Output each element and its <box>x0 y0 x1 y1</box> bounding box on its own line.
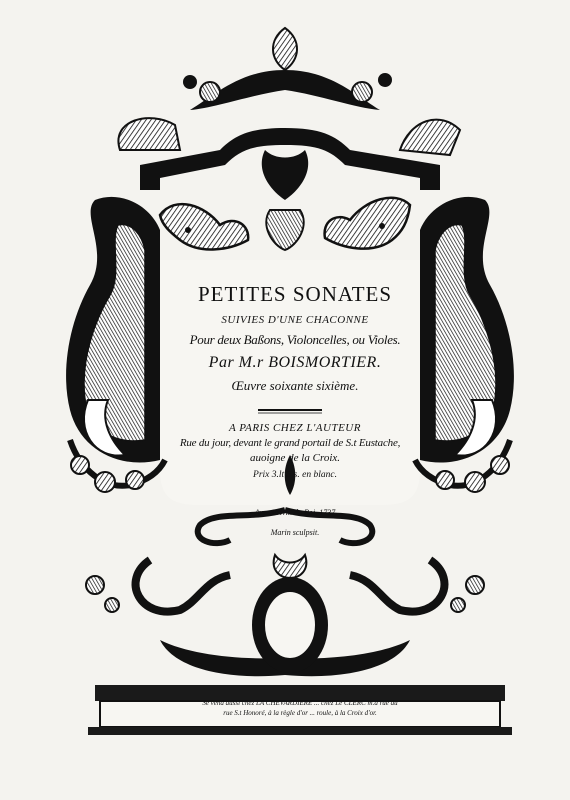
right-bird <box>325 198 410 249</box>
footer-line-2: rue S.t Honoré, à la règle d'or ... roule, à la Croix d'or. <box>223 709 377 717</box>
price: Prix 3.lt 5 s. en blanc. <box>253 470 337 480</box>
right-scroll-frame <box>420 197 514 463</box>
left-bird <box>160 204 248 249</box>
instrumentation: Pour deux Baßons, Violoncelles, ou Violes. <box>189 332 401 347</box>
subtitle: SUIVIES D'UNE CHACONNE <box>221 314 369 326</box>
left-scroll-frame <box>66 197 160 463</box>
address-line-2: auoigne de la Croix. <box>249 452 341 464</box>
hanging-bouquet <box>262 150 308 250</box>
author: Par M.r BOISMORTIER. <box>208 354 382 371</box>
engraver-credit: Marin sculpsit. <box>270 528 320 537</box>
address-line-1: Rue du jour, devant le grand portail de S.t Eustache, <box>179 437 401 449</box>
top-crest-ornament <box>183 28 392 110</box>
opus-number: Œuvre soixante sixième. <box>231 378 359 393</box>
title: PETITES SONATES <box>197 282 393 306</box>
privilege-line-1: Avec Privil. du Roi, 1737 <box>254 508 336 517</box>
footer-line-1: Se vend aussi chez LA CHEVARDIERE ... chez Le CLERC m.d rue du <box>202 699 398 707</box>
central-medallion <box>252 555 328 673</box>
publisher: A PARIS CHEZ L'AUTEUR <box>229 422 361 434</box>
